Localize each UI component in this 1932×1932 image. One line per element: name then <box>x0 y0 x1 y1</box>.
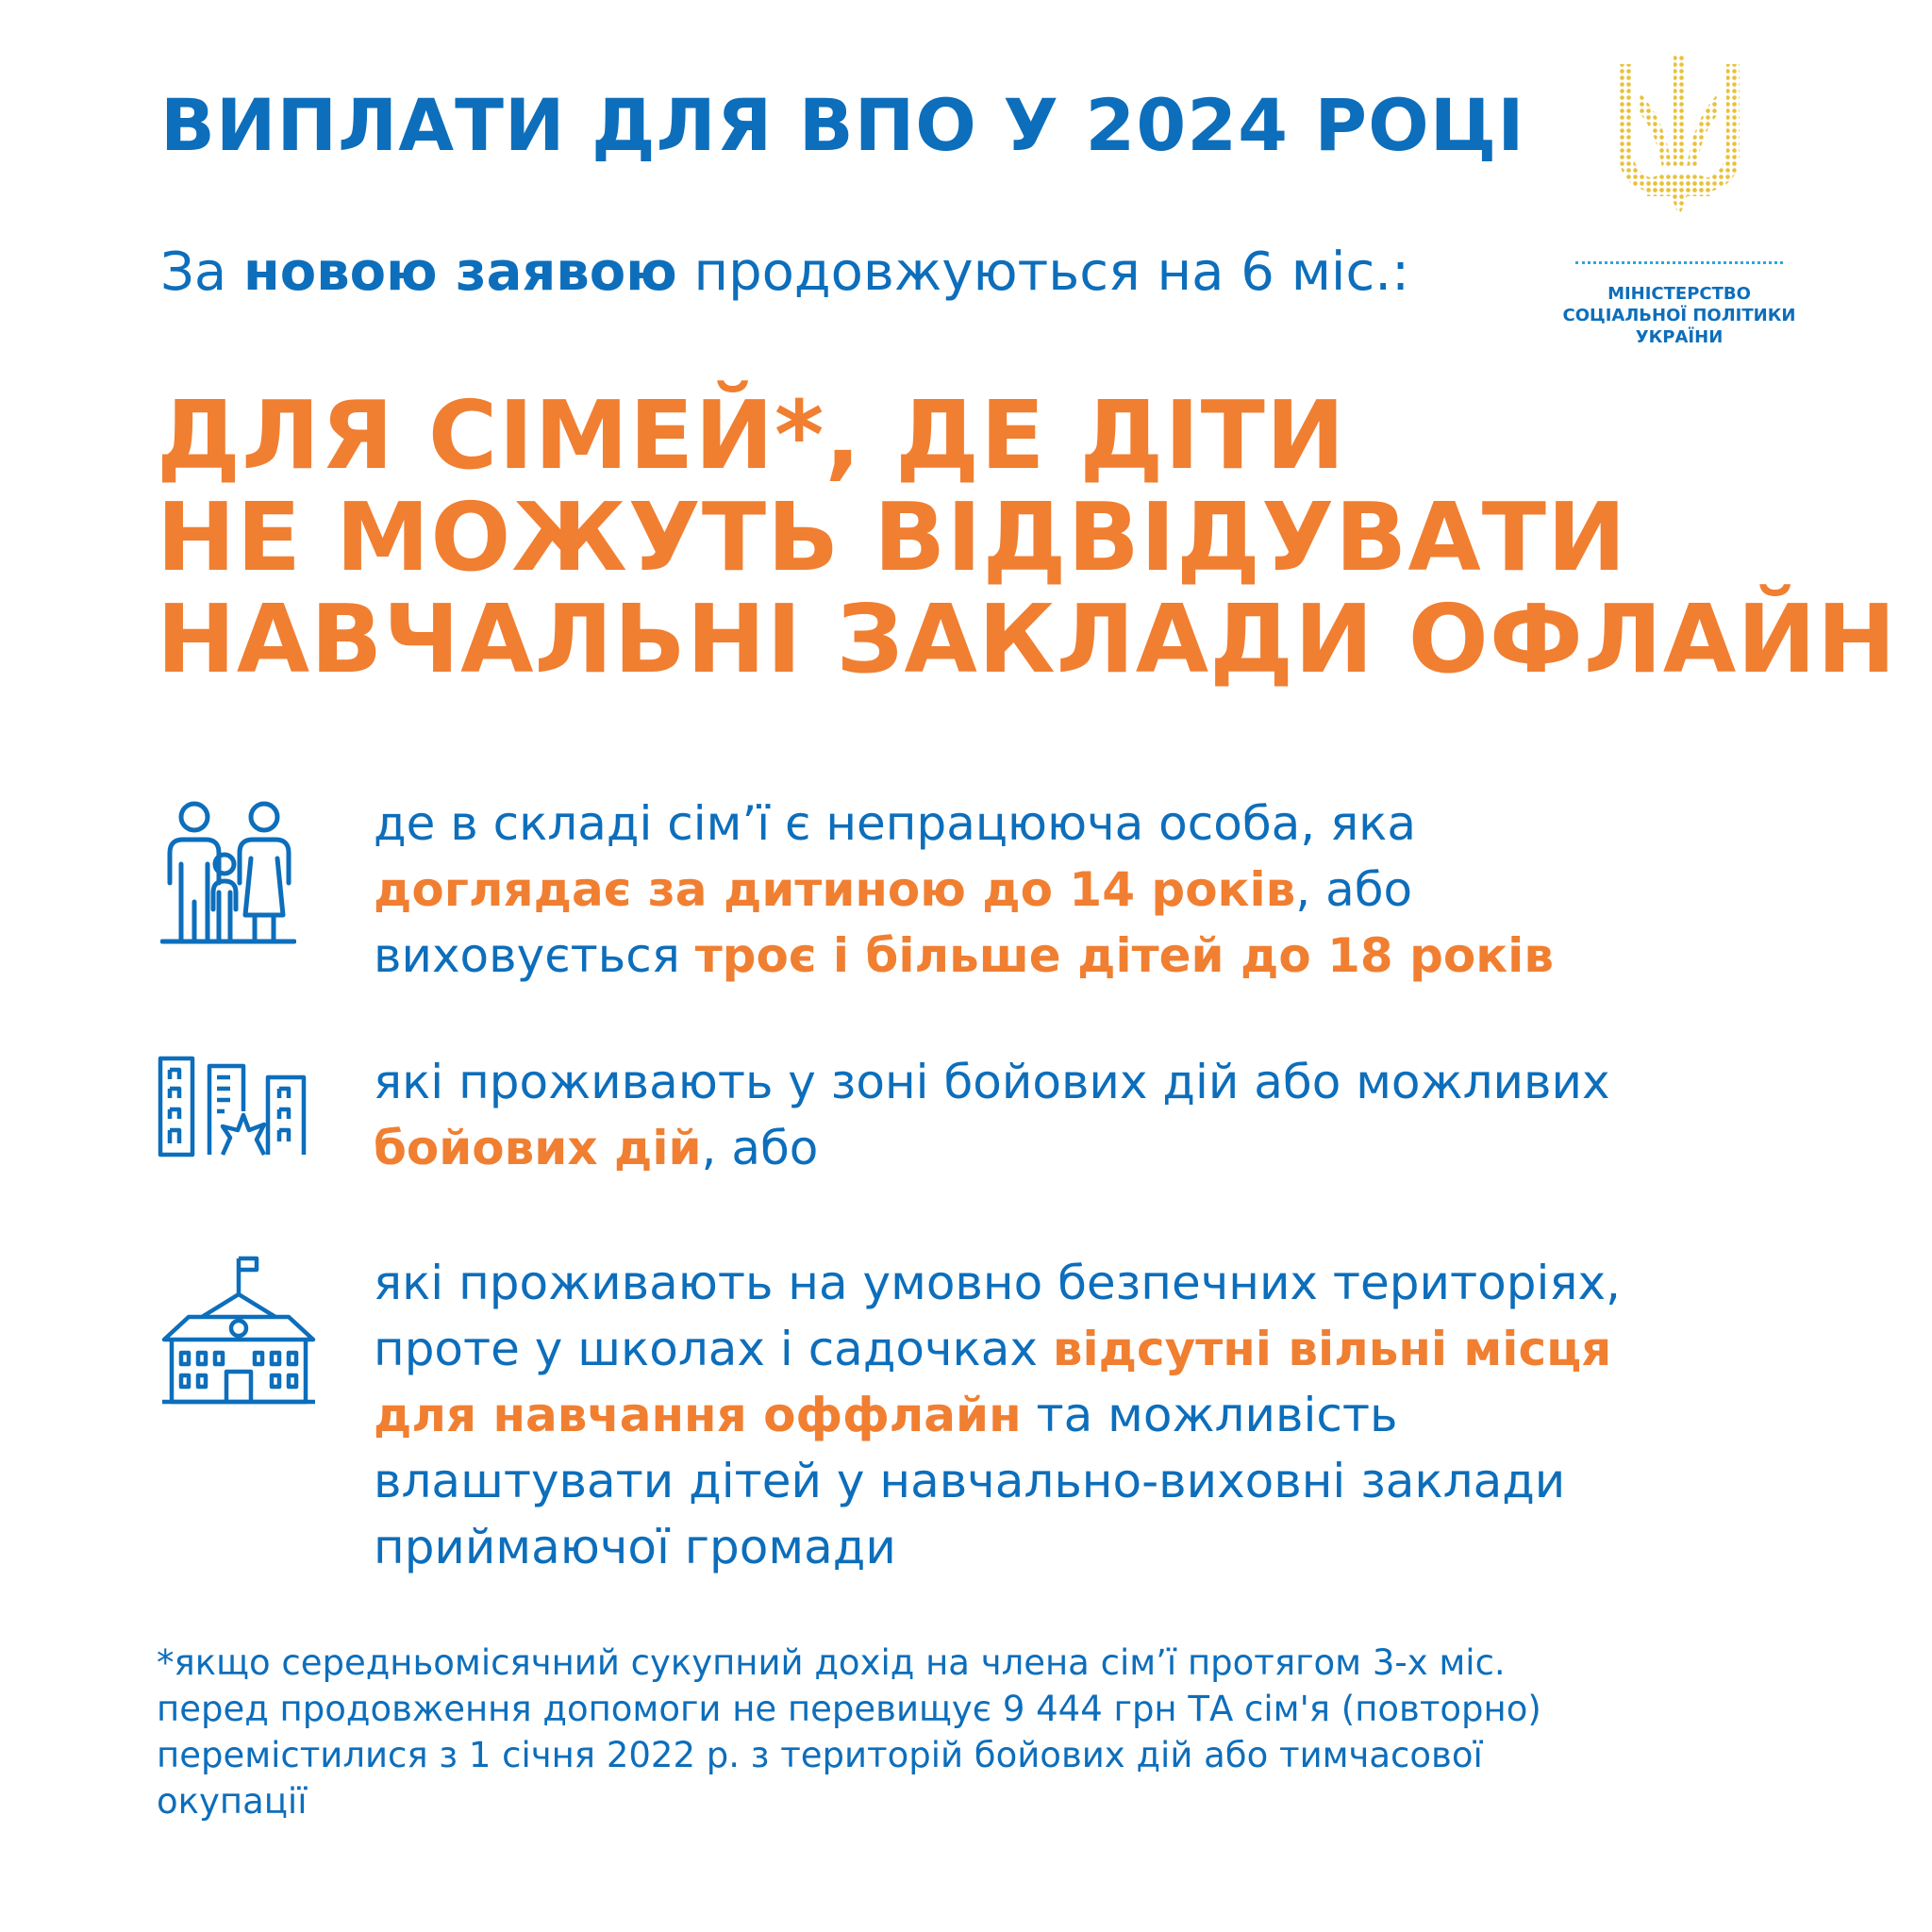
item-line <box>374 1316 1621 1382</box>
item-line: які проживають у зоні бойових дій або можливих <box>374 1055 1610 1109</box>
item-line <box>374 1382 1621 1448</box>
item-highlight: доглядає за дитиною до 14 років <box>374 862 1296 917</box>
item-line <box>374 923 1554 989</box>
headline-line: ДЛЯ СІМЕЙ*, ДЕ ДІТИ <box>157 380 1346 491</box>
item-highlight: для навчання оффлайн <box>374 1388 1022 1442</box>
footnote-line: перед продовження допомоги не перевищує 9 444 грн ТА сім'я (повторно) <box>157 1689 1541 1729</box>
ministry-name-line: МІНІСТЕРСТВО <box>1607 284 1751 304</box>
item-line: влаштувати дітей у навчально-виховні заклади <box>374 1454 1566 1508</box>
item-text-span: проте у школах і садочках <box>374 1322 1053 1376</box>
footnote-line: перемістилися з 1 січня 2022 р. з територій бойових дій або тимчасової <box>157 1735 1483 1775</box>
item-combat-zone <box>374 1049 1610 1181</box>
item-line: які проживають на умовно безпечних територіях, <box>374 1256 1621 1310</box>
item-family <box>374 791 1554 989</box>
headline-line: НЕ МОЖУТЬ ВІДВІДУВАТИ <box>157 482 1627 592</box>
subtitle-prefix: За <box>160 242 244 303</box>
item-text-span: виховується <box>374 928 695 983</box>
item-text-span: , або <box>701 1121 819 1175</box>
subtitle-suffix: продовжуються на 6 міс.: <box>676 242 1409 303</box>
footnote-line: *якщо середньомісячний сукупний дохід на члена сім’ї протягом 3-х міс. <box>157 1642 1506 1683</box>
item-line <box>374 857 1554 923</box>
ministry-name-line: УКРАЇНИ <box>1635 327 1724 347</box>
item-line: приймаючої громади <box>374 1520 896 1574</box>
buildings-explosion-icon <box>157 1055 308 1158</box>
item-line <box>374 1115 1610 1181</box>
item-highlight: бойових дій <box>374 1121 702 1175</box>
subtitle-bold: новою заявою <box>243 242 677 303</box>
footnote-line: окупації <box>157 1781 308 1822</box>
school-building-icon <box>160 1255 317 1406</box>
item-highlight: троє і більше дітей до 18 років <box>694 928 1554 983</box>
headline <box>157 380 1897 694</box>
item-safe-territories <box>374 1250 1621 1580</box>
page-title: ВИПЛАТИ ДЛЯ ВПО У 2024 РОЦІ <box>160 83 1525 167</box>
subtitle <box>160 242 1409 303</box>
item-text-span: та можливість <box>1021 1388 1398 1442</box>
item-highlight: відсутні вільні місця <box>1052 1322 1612 1376</box>
ministry-name-line: СОЦІАЛЬНОЇ ПОЛІТИКИ <box>1562 306 1796 325</box>
trident-coat-of-arms-icon <box>1619 55 1740 217</box>
ministry-name <box>1547 283 1811 348</box>
headline-line: НАВЧАЛЬНІ ЗАКЛАДИ ОФЛАЙН <box>157 584 1897 694</box>
family-icon <box>160 798 296 949</box>
logo-divider <box>1575 261 1783 264</box>
item-line: де в складі сім’ї є непрацююча особа, яка <box>374 796 1417 851</box>
ministry-logo <box>1547 47 1811 347</box>
footnote <box>157 1640 1541 1824</box>
item-text-span: , або <box>1295 862 1413 917</box>
